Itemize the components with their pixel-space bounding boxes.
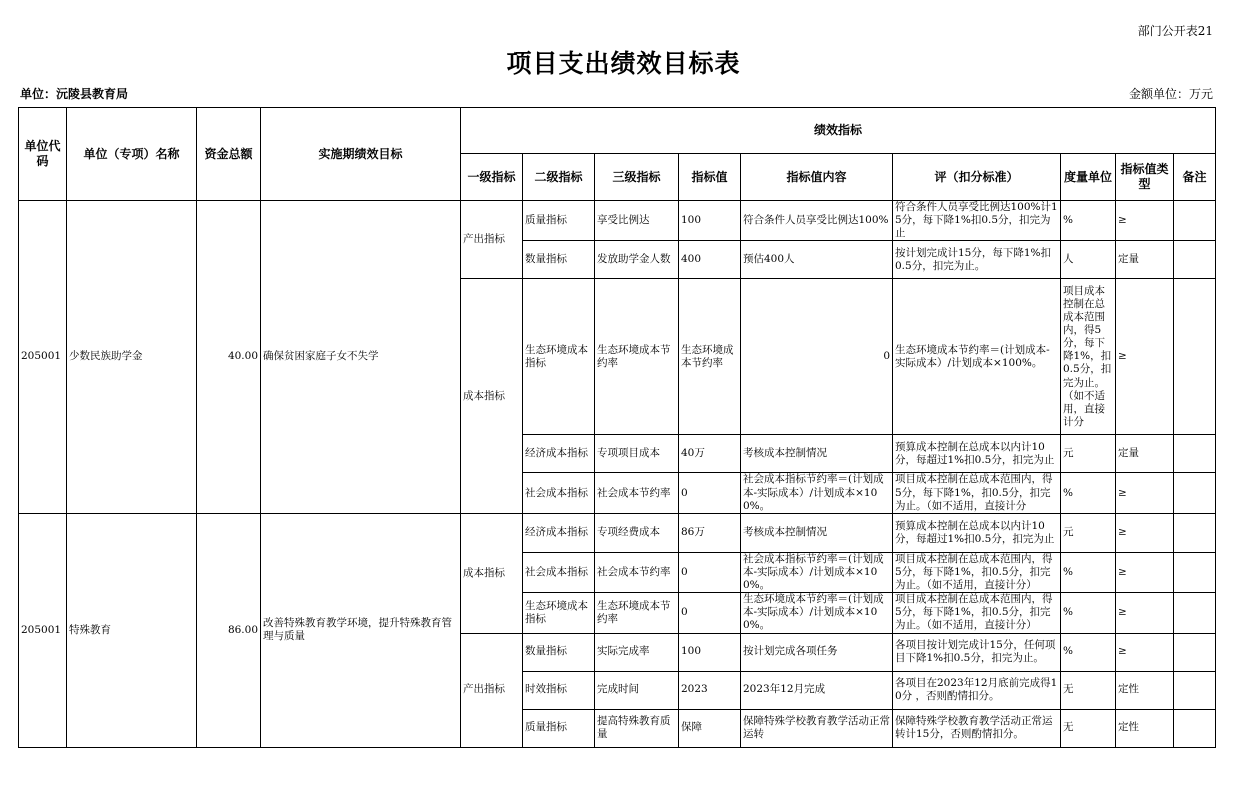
level2-cell: 数量指标 [523, 633, 595, 671]
project-code-cell: 205001 [19, 513, 67, 747]
note-cell [1174, 633, 1216, 671]
type-cell: 定性 [1116, 709, 1174, 747]
level3-cell: 发放助学金人数 [595, 241, 679, 279]
level2-cell: 社会成本指标 [523, 552, 595, 592]
note-cell [1174, 552, 1216, 592]
header-standard: 评（扣分标准） [893, 154, 1061, 201]
level3-cell: 提高特殊教育质量 [595, 709, 679, 747]
header-total: 资金总额 [197, 108, 261, 201]
measure-cell: % [1061, 593, 1116, 633]
note-cell [1174, 435, 1216, 473]
note-cell [1174, 593, 1216, 633]
measure-cell: % [1061, 473, 1116, 513]
note-cell [1174, 473, 1216, 513]
value-cell: 100 [679, 201, 741, 241]
content-cell: 按计划完成各项任务 [741, 633, 893, 671]
amount-unit-label: 金额单位：万元 [1128, 87, 1213, 101]
level2-cell: 质量指标 [523, 201, 595, 241]
project-total-cell: 40.00 [197, 201, 261, 514]
level3-cell: 社会成本节约率 [595, 473, 679, 513]
header-measure: 度量单位 [1061, 154, 1116, 201]
project-total-cell: 86.00 [197, 513, 261, 747]
unit-label: 单位：沅陵县教育局 [20, 87, 129, 101]
value-cell: 86万 [679, 513, 741, 552]
level1-cell: 成本指标 [461, 279, 523, 513]
value-cell: 100 [679, 633, 741, 671]
level3-cell: 生态环境成本节约率 [595, 593, 679, 633]
header-value: 指标值 [679, 154, 741, 201]
type-cell: ≥ [1116, 279, 1174, 435]
note-cell [1174, 241, 1216, 279]
value-cell: 保障 [679, 709, 741, 747]
level3-cell: 专项项目成本 [595, 435, 679, 473]
level2-cell: 经济成本指标 [523, 513, 595, 552]
content-cell: 考核成本控制情况 [741, 513, 893, 552]
table-body [19, 201, 1216, 748]
standard-cell: 项目成本控制在总成本范围内，得5分，每下降1%，扣0.5分，扣完为止。（如不适用，直接计分 [893, 473, 1061, 513]
note-cell [1174, 709, 1216, 747]
standard-cell: 项目成本控制在总成本范围内，得5分，每下降1%，扣0.5分，扣完为止。（如不适用，直接计分） [893, 552, 1061, 592]
value-cell: 0 [679, 593, 741, 633]
standard-cell: 预算成本控制在总成本以内计10分，每超过1%扣0.5分，扣完为止 [893, 513, 1061, 552]
level1-cell: 产出指标 [461, 633, 523, 747]
type-cell: ≥ [1116, 552, 1174, 592]
level3-cell: 生态环境成本节约率 [595, 279, 679, 435]
standard-cell: 预算成本控制在总成本以内计10分，每超过1%扣0.5分，扣完为止 [893, 435, 1061, 473]
level3-cell: 完成时间 [595, 671, 679, 709]
content-cell: 2023年12月完成 [741, 671, 893, 709]
level2-cell: 质量指标 [523, 709, 595, 747]
measure-cell: 人 [1061, 241, 1116, 279]
content-cell: 0 [741, 279, 893, 435]
measure-cell: 元 [1061, 435, 1116, 473]
level3-cell: 享受比例达 [595, 201, 679, 241]
measure-cell: % [1061, 201, 1116, 241]
standard-cell: 各项目按计划完成计15分，任何项目下降1%扣0.5分，扣完为止。 [893, 633, 1061, 671]
header-level3: 三级指标 [595, 154, 679, 201]
standard-cell: 按计划完成计15分，每下降1%扣0.5分，扣完为止。 [893, 241, 1061, 279]
value-cell: 2023 [679, 671, 741, 709]
header-content: 指标值内容 [741, 154, 893, 201]
level2-cell: 生态环境成本指标 [523, 593, 595, 633]
value-cell: 400 [679, 241, 741, 279]
value-cell: 0 [679, 552, 741, 592]
table-row [19, 513, 1216, 552]
level2-cell: 经济成本指标 [523, 435, 595, 473]
measure-cell: 无 [1061, 709, 1116, 747]
header-indicators: 绩效指标 [461, 108, 1216, 154]
type-cell: 定量 [1116, 435, 1174, 473]
measure-cell: 项目成本控制在总成本范围内，得5分，每下降1%，扣0.5分，扣完为止。（如不适用，直接计分 [1061, 279, 1116, 435]
type-cell: ≥ [1116, 593, 1174, 633]
level1-cell: 产出指标 [461, 201, 523, 279]
standard-cell: 各项目在2023年12月底前完成得10分 ，否则酌情扣分。 [893, 671, 1061, 709]
note-cell [1174, 513, 1216, 552]
project-goal-cell: 确保贫困家庭子女不失学 [261, 201, 461, 514]
header-name: 单位（专项）名称 [67, 108, 197, 201]
content-cell: 社会成本指标节约率＝(计划成本-实际成本）/计划成本×100%。 [741, 552, 893, 592]
type-cell: ≥ [1116, 201, 1174, 241]
level3-cell: 社会成本节约率 [595, 552, 679, 592]
header-level2: 二级指标 [523, 154, 595, 201]
value-cell: 0 [679, 473, 741, 513]
project-name-cell: 特殊教育 [67, 513, 197, 747]
type-cell: ≥ [1116, 513, 1174, 552]
value-cell: 生态环境成本节约率 [679, 279, 741, 435]
content-cell: 保障特殊学校教育教学活动正常运转 [741, 709, 893, 747]
header-note: 备注 [1174, 154, 1216, 201]
note-cell [1174, 201, 1216, 241]
level2-cell: 生态环境成本指标 [523, 279, 595, 435]
content-cell: 符合条件人员享受比例达100% [741, 201, 893, 241]
standard-cell: 生态环境成本节约率＝(计划成本-实际成本）/计划成本×100%。 [893, 279, 1061, 435]
note-cell [1174, 279, 1216, 435]
type-cell: ≥ [1116, 633, 1174, 671]
level2-cell: 数量指标 [523, 241, 595, 279]
measure-cell: 元 [1061, 513, 1116, 552]
header-level1: 一级指标 [461, 154, 523, 201]
content-cell: 考核成本控制情况 [741, 435, 893, 473]
performance-table [18, 107, 1216, 748]
type-cell: 定性 [1116, 671, 1174, 709]
level2-cell: 时效指标 [523, 671, 595, 709]
project-goal-cell: 改善特殊教育教学环境，提升特殊教育管理与质量 [261, 513, 461, 747]
measure-cell: % [1061, 552, 1116, 592]
type-cell: ≥ [1116, 473, 1174, 513]
table-row [19, 201, 1216, 241]
content-cell: 社会成本指标节约率＝(计划成本-实际成本）/计划成本×100%。 [741, 473, 893, 513]
level3-cell: 专项经费成本 [595, 513, 679, 552]
standard-cell: 项目成本控制在总成本范围内，得5分，每下降1%，扣0.5分，扣完为止。（如不适用，直接计分） [893, 593, 1061, 633]
content-cell: 生态环境成本节约率＝(计划成本-实际成本）/计划成本×100%。 [741, 593, 893, 633]
header-type: 指标值类型 [1116, 154, 1174, 201]
value-cell: 40万 [679, 435, 741, 473]
content-cell: 预估400人 [741, 241, 893, 279]
level3-cell: 实际完成率 [595, 633, 679, 671]
project-code-cell: 205001 [19, 201, 67, 514]
measure-cell: % [1061, 633, 1116, 671]
standard-cell: 符合条件人员享受比例达100%计15分，每下降1%扣0.5分，扣完为止 [893, 201, 1061, 241]
table-number-label: 部门公开表21 [1137, 24, 1213, 38]
standard-cell: 保障特殊学校教育教学活动正常运转计15分，否则酌情扣分。 [893, 709, 1061, 747]
type-cell: 定量 [1116, 241, 1174, 279]
project-name-cell: 少数民族助学金 [67, 201, 197, 514]
measure-cell: 无 [1061, 671, 1116, 709]
level1-cell: 成本指标 [461, 513, 523, 633]
page-title: 项目支出绩效目标表 [506, 49, 741, 78]
header-goal: 实施期绩效目标 [261, 108, 461, 201]
header-code: 单位代码 [19, 108, 67, 201]
level2-cell: 社会成本指标 [523, 473, 595, 513]
note-cell [1174, 671, 1216, 709]
